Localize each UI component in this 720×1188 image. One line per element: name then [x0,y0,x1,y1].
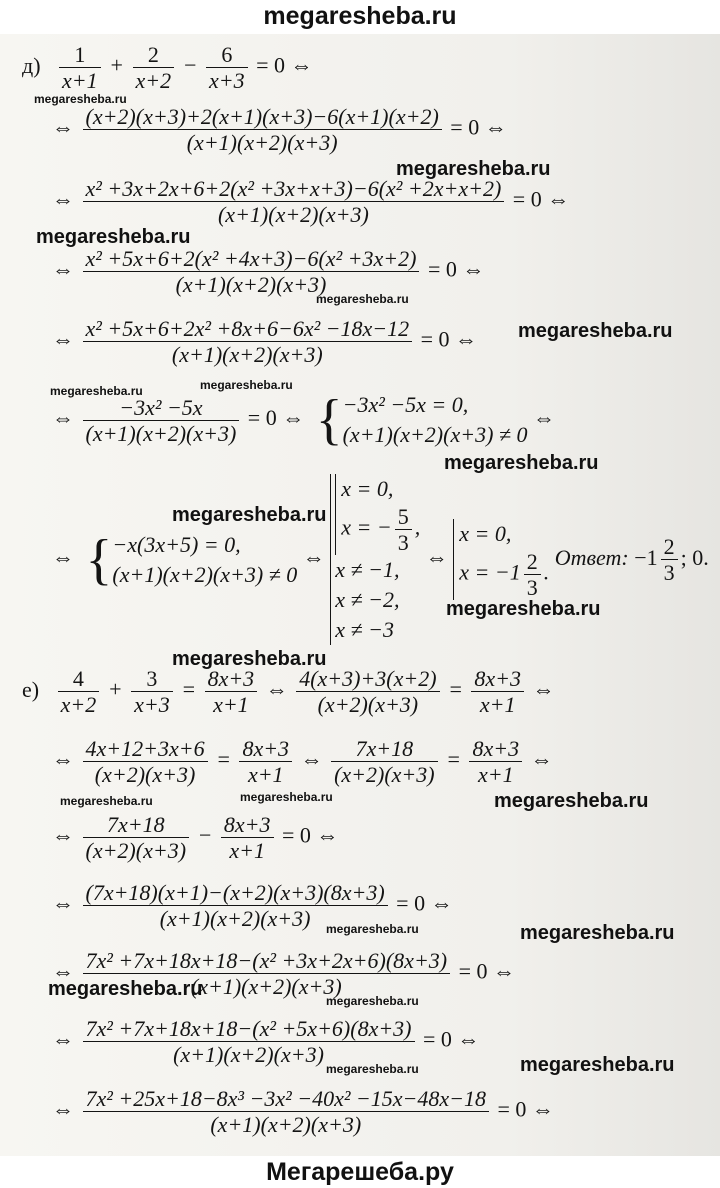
part-e-label: е) [22,676,40,702]
equivalence-arrow: ⇔ [532,405,555,431]
fraction [83,1016,415,1067]
equivalence-arrow: ⇔ [425,544,448,570]
watermark: megaresheba.ru [446,598,601,620]
denominator: x+1 [477,762,514,787]
part-e-line-0 [22,666,555,717]
system-row: (x+1)(x+2)(x+3) ≠ 0 [342,422,528,447]
denominator: (x+1)(x+2)(x+3) [173,1042,324,1067]
watermark: megaresheba.ru [326,994,419,1008]
denominator: (x+2)(x+3) [334,762,435,787]
numerator: 8x+3 [221,812,274,838]
numerator: 4x+12+3x+6 [83,736,208,762]
equivalence-arrow: ⇔ [300,746,323,772]
part-d-line-3 [52,246,484,297]
system-row: −x(3x+5) = 0, [112,531,241,557]
watermark: megaresheba.ru [326,922,419,936]
answer-label: Ответ: [554,544,629,570]
operator: + [107,676,123,702]
denominator: x+1 [229,838,266,863]
watermark: megaresheba.ru [396,158,551,180]
watermark: megaresheba.ru [240,790,333,804]
fraction [469,736,522,787]
watermark: megaresheba.ru [326,1062,419,1076]
part-d-line-2 [52,176,569,227]
part-e-line-1 [52,736,553,787]
fraction [131,666,173,717]
numerator: 6 [206,42,248,68]
equals-zero: = 0 ⇔ [423,1026,480,1052]
denominator: x+1 [479,692,516,717]
operator: − [197,822,213,848]
expression: x = − [341,514,392,540]
equivalence-arrow: ⇔ [52,186,74,212]
solution-set [335,474,420,555]
denominator: (x+1)(x+2)(x+3) [190,974,342,999]
numerator: 5 [395,504,412,530]
fraction [221,812,274,863]
equivalence-arrow: ⇔ [302,544,325,570]
answer [554,534,709,585]
denominator: (x+2)(x+3) [94,762,196,787]
system-row: x ≠ −1, [335,557,400,582]
fraction [331,736,438,787]
watermark: megaresheba.ru [520,1054,675,1076]
equals-zero: = 0 ⇔ [497,1096,554,1122]
denominator: x+1 [213,692,249,717]
equivalence-arrow: ⇔ [52,890,74,916]
system-row: x ≠ −3 [335,617,394,642]
watermark: megaresheba.ru [172,648,327,670]
denominator: (x+1)(x+2)(x+3) [159,906,311,931]
fraction [83,246,420,297]
watermark: megaresheba.ru [494,790,649,812]
numerator: 7x+18 [83,812,190,838]
denominator: (x+1)(x+2)(x+3) [175,272,327,297]
fraction [206,42,248,93]
denominator: x+3 [134,692,170,717]
site-footer-text: Мегарешеба.ру [266,1158,454,1186]
operator: = [216,746,231,772]
system-row: (x+1)(x+2)(x+3) ≠ 0 [112,561,298,587]
numerator: x² +5x+6+2x² +8x+6−6x² −18x−12 [83,316,413,342]
equivalence-arrow: ⇔ [52,746,74,772]
part-d-label: д) [22,52,41,78]
operator: = [181,676,197,702]
denominator: 3 [663,560,675,585]
part-e-line-6 [52,1086,554,1137]
system-row [341,504,420,555]
numerator: 8x+3 [471,666,524,692]
equals-zero: = 0 ⇔ [396,890,453,916]
system-row [459,549,549,600]
equivalence-arrow: ⇔ [265,676,288,702]
watermark: megaresheba.ru [172,504,327,526]
numerator: 2 [524,549,541,575]
operator: = [448,676,463,702]
fraction [59,42,101,93]
system-of-equations: { −x(3x+5) = 0, (x+1)(x+2)(x+3) ≠ 0 [85,528,298,591]
denominator: (x+1)(x+2)(x+3) [210,1112,362,1137]
denominator: 3 [397,530,409,555]
equals-zero: = 0 ⇔ [450,114,507,140]
part-d-line-6 [52,474,709,645]
denominator: (x+1)(x+2)(x+3) [85,420,237,446]
operator: + [109,52,125,78]
fraction [205,666,258,717]
system-row: x ≠ −2, [335,587,400,612]
denominator: (x+1)(x+2)(x+3) [186,130,338,155]
fraction [239,736,292,787]
denominator: (x+1)(x+2)(x+3) [217,202,369,227]
fraction [58,666,100,717]
denominator: x+1 [247,762,284,787]
numerator: 2 [661,534,678,560]
equivalence-arrow: ⇔ [52,114,74,140]
answer-value: ; 0. [680,544,709,570]
watermark: megaresheba.ru [48,978,203,1000]
denominator: x+2 [60,692,97,717]
watermark: megaresheba.ru [200,378,293,392]
watermark: megaresheba.ru [520,922,675,944]
combined-system [330,474,420,645]
denominator: (x+2)(x+3) [85,838,187,863]
part-e-line-2 [52,812,338,863]
equivalence-arrow: ⇔ [52,326,74,352]
equivalence-arrow: ⇔ [532,676,555,702]
system-row: x = 0, [341,476,394,501]
fraction [524,549,541,600]
watermark: megaresheba.ru [36,226,191,248]
fraction [83,812,190,863]
numerator: 8x+3 [469,736,522,762]
operator: = [446,746,461,772]
denominator: x+3 [209,68,245,93]
watermark: megaresheba.ru [444,452,599,474]
fraction [395,504,412,555]
equivalence-arrow: ⇔ [52,822,74,848]
watermark: megaresheba.ru [316,292,409,306]
equivalence-arrow: ⇔ [52,1096,74,1122]
equivalence-arrow: ⇔ [52,1026,74,1052]
operator: − [182,52,198,78]
watermark: megaresheba.ru [50,384,143,398]
numerator: x² +5x+6+2(x² +4x+3)−6(x² +3x+2) [83,246,420,272]
fraction [661,534,678,585]
part-d-line-0 [22,42,313,93]
denominator: (x+2)(x+3) [317,692,419,717]
fraction [471,666,524,717]
numerator: 1 [59,42,101,68]
numerator: (7x+18)(x+1)−(x+2)(x+3)(8x+3) [83,880,388,906]
watermark: megaresheba.ru [34,92,127,106]
watermark: megaresheba.ru [60,794,153,808]
part-d-line-5 [52,390,555,450]
site-header-text: megaresheba.ru [263,2,457,30]
denominator: 3 [526,575,538,600]
part-d-line-4 [52,316,477,367]
equals-zero: = 0 ⇔ [282,822,339,848]
numerator: 7x² +7x+18x+18−(x² +3x+2x+6)(8x+3) [83,948,451,974]
denominator: x+2 [135,68,172,93]
fraction [83,395,240,446]
denominator: x+1 [62,68,98,93]
numerator: (x+2)(x+3)+2(x+1)(x+3)−6(x+1)(x+2) [83,104,442,130]
equivalence-arrow: ⇔ [52,958,74,984]
numerator: 3 [131,666,173,692]
fraction [83,736,208,787]
numerator: 8x+3 [239,736,292,762]
equals-zero: = 0 ⇔ [458,958,516,984]
equals-zero: = 0 ⇔ [512,186,570,212]
part-d-line-1 [52,104,507,155]
fraction [83,104,442,155]
punctuation: . [543,559,550,585]
equals-zero: = 0 ⇔ [427,256,485,282]
final-solution-set [453,519,549,600]
numerator: −3x² −5x [83,395,240,421]
textbook-page [0,34,720,1156]
equivalence-arrow: ⇔ [52,544,74,570]
equivalence-arrow: ⇔ [530,746,553,772]
numerator: 7x² +7x+18x+18−(x² +5x+6)(8x+3) [83,1016,415,1042]
system-of-equations: { −3x² −5x = 0, (x+1)(x+2)(x+3) ≠ 0 [315,389,528,451]
fraction [83,176,505,227]
numerator: 7x² +25x+18−8x³ −3x² −40x² −15x−48x−18 [83,1086,490,1112]
numerator: x² +3x+2x+6+2(x² +3x+x+3)−6(x² +2x+x+2) [83,176,505,202]
answer-value: −1 [634,544,658,570]
watermark: megaresheba.ru [518,320,673,342]
site-header [0,0,720,34]
numerator: 4(x+3)+3(x+2) [296,666,439,692]
equivalence-arrow: ⇔ [52,405,74,431]
fraction [133,42,175,93]
equals-zero: = 0 ⇔ [256,52,313,78]
punctuation: , [414,514,421,540]
fraction [83,316,413,367]
denominator: (x+1)(x+2)(x+3) [171,342,323,367]
part-e-line-5 [52,1016,479,1067]
fraction [83,1086,490,1137]
site-footer [0,1156,720,1188]
equivalence-arrow: ⇔ [52,256,74,282]
system-row: −3x² −5x = 0, [342,392,469,417]
numerator: 2 [133,42,175,68]
system-row: x = 0, [459,521,512,546]
equals-zero: = 0 ⇔ [420,326,478,352]
numerator: 4 [58,666,100,692]
numerator: 8x+3 [205,666,258,692]
numerator: 7x+18 [331,736,438,762]
equals-zero: = 0 ⇔ [247,405,305,431]
expression: x = −1 [459,559,521,585]
fraction [296,666,439,717]
